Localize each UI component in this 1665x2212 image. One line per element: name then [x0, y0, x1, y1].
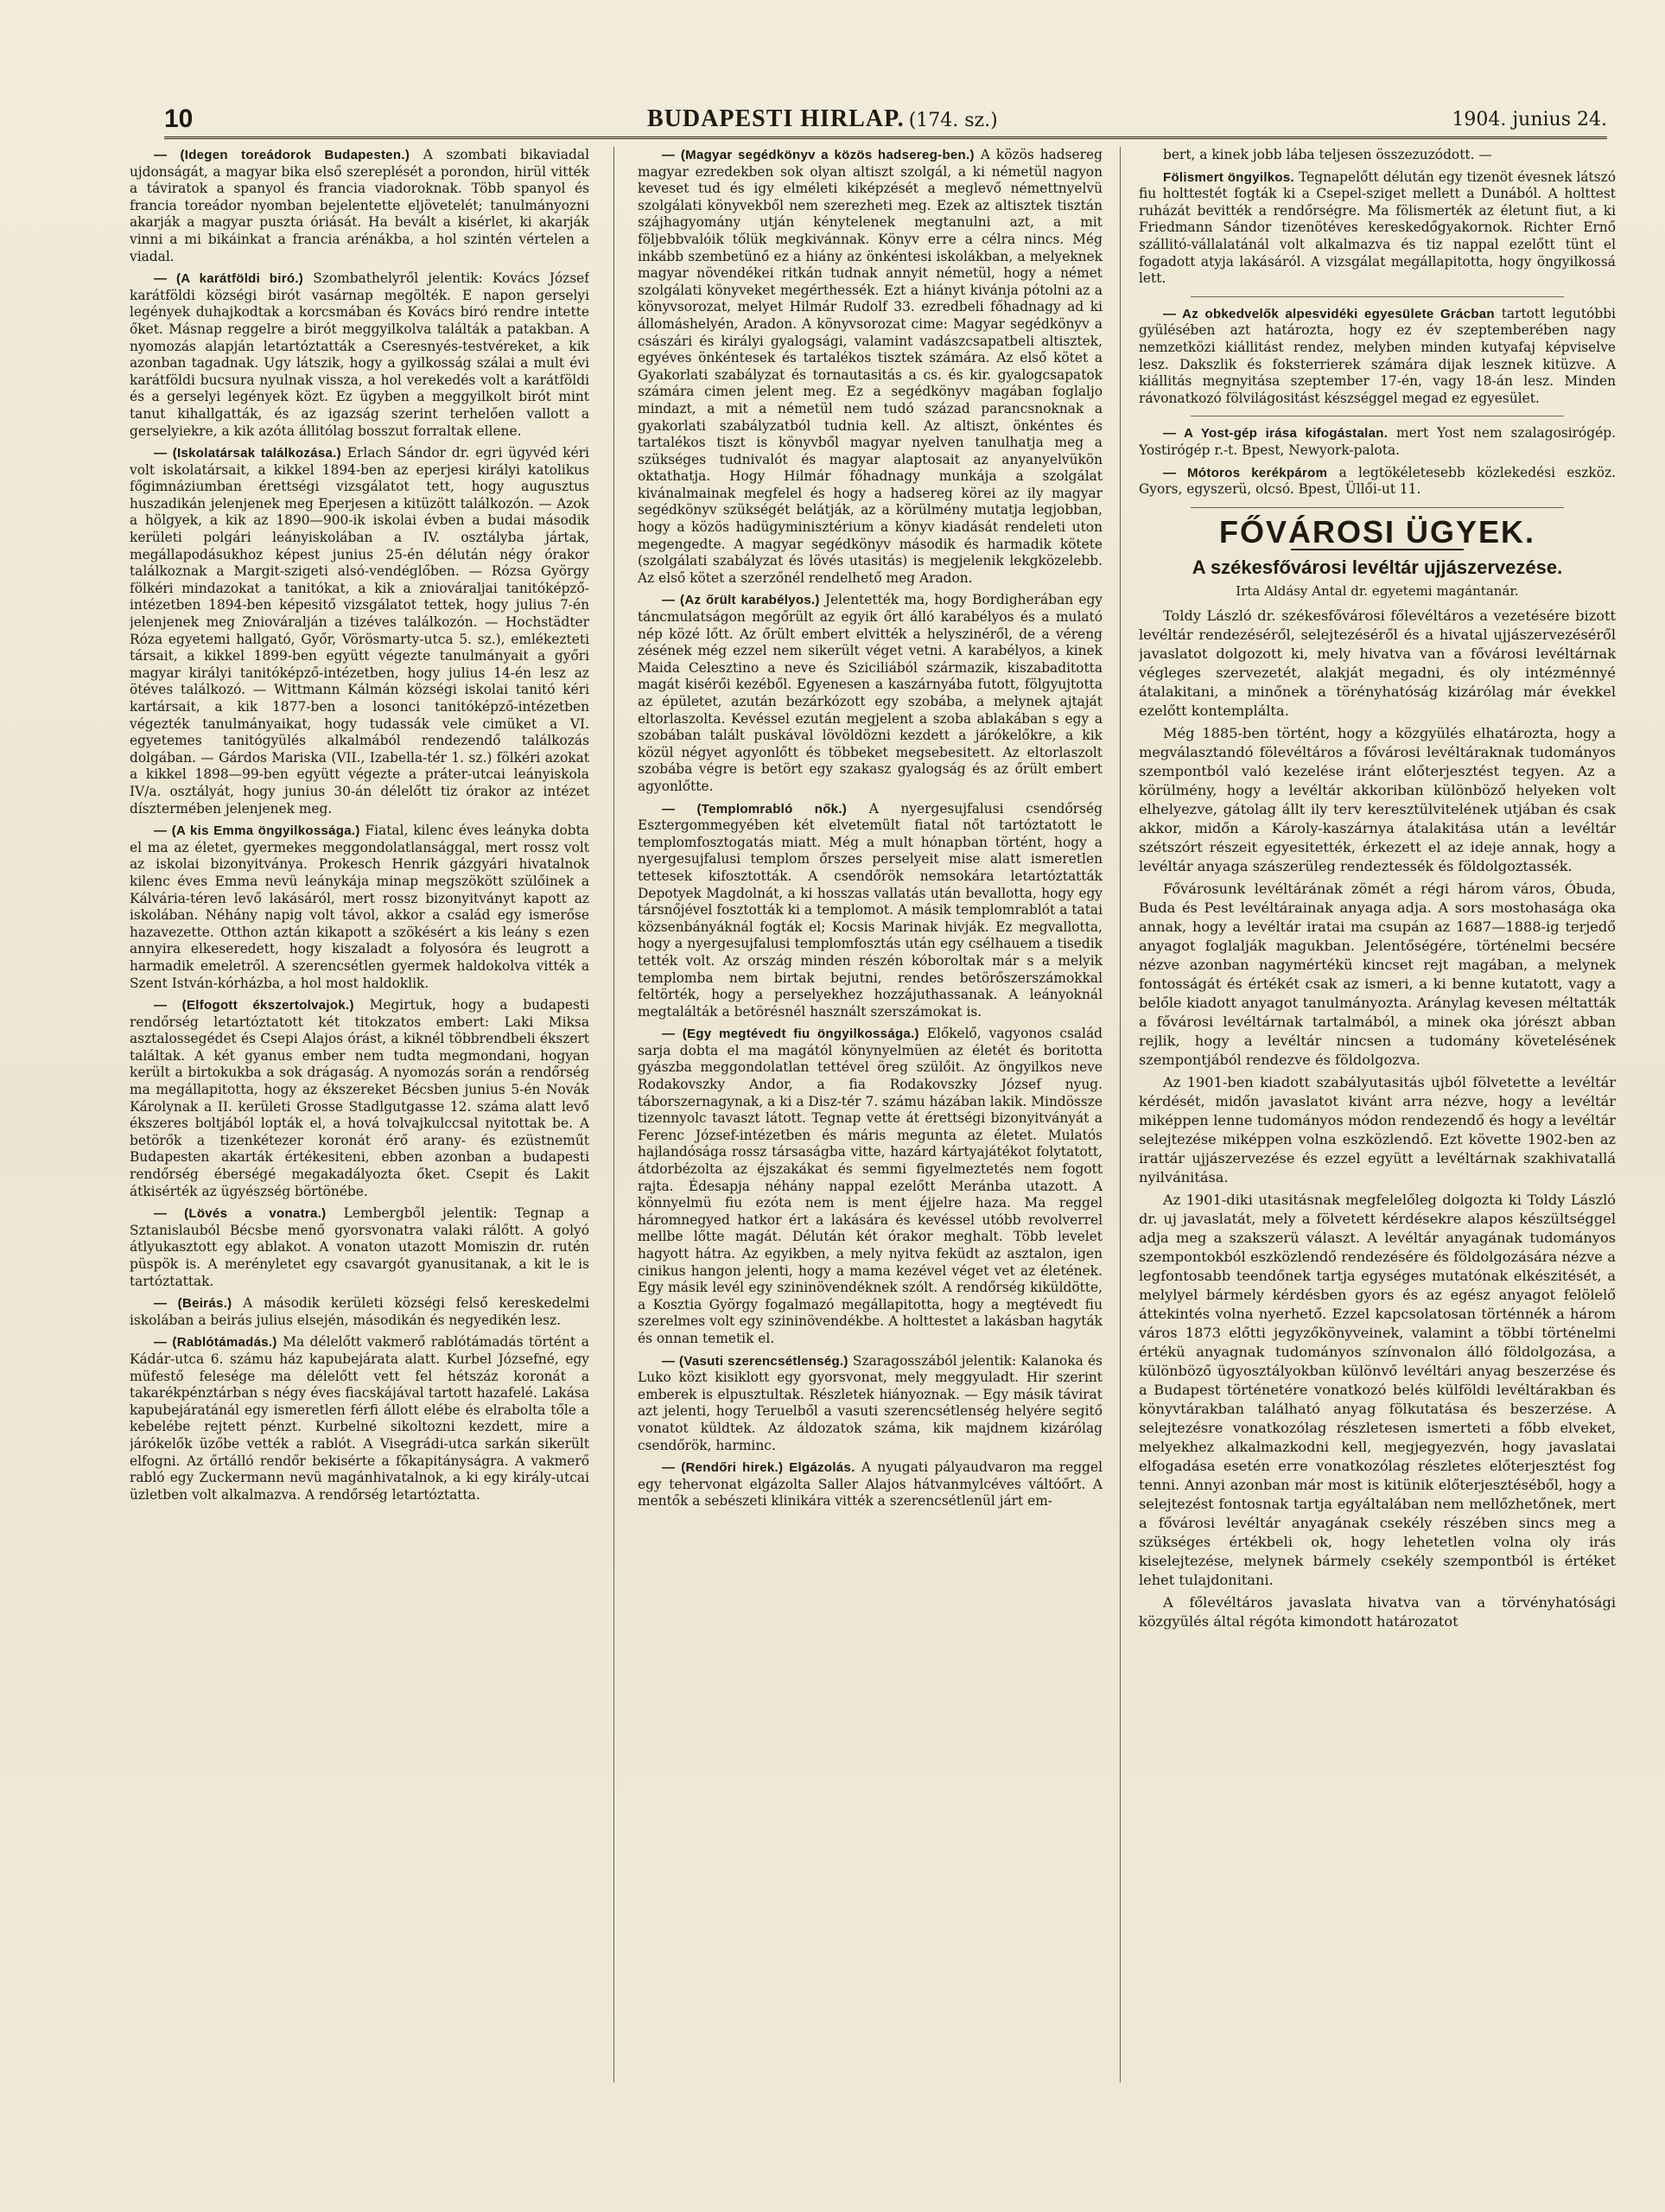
article-paragraph: Az 1901-diki utasitásnak megfelelőleg dolgozta ki Toldy László dr. uj javaslatát, mely a fölvetett kérdésekre alapos készültséggel adja meg a szakszerü választ. A levéltár anyagának tudományos szempontokból eszközlendő rendezésére és földolgozására nézve a legfontosabb teendőnek tartja egységes mutatónak elkészitését, a melylyel bármely kérdésben gyors és az egész anyagot felölelő áttekintés volna nyerhető. Ezzel kapcsolatosan történnék a három város 1873 előtti jegyzőkönyveinek, valamint a többi történelmi értékü anyagnak tudományos színvonalon álló földolgozása, a különböző ügyosztályokban különvő levéltári anyag beszerzése és a Budapest történetére vonatkozó belés külföldi levéltárakban és könyvtárakban található anyag fölkutatása és beszerzése. A selejtezésre vonatkozólag részletesen ismerteti a főbb elveket, melyekhez alkalmazkodni kell, megjegyezvén, hogy javaslatai elfogadása esetén erre vonatkozólag részletes előterjesztést fog tenni. Annyi azonban már most is kitünik előterjesztéséből, hogy a selejtezést fontosnak tartja egyáltalában nem mellőzhetőnek, mert a fővárosi levéltár anyagának csekély részében sincs meg a szükséges értékbeli ok, hogy lehetetlen volna oly irás kiselejtezése, melynek bármely csekély szempontból is értéket lehet tulajdonitani.	[1139, 1192, 1616, 1589]
news-item-heading: — (Lövés a vonatra.)	[154, 1206, 327, 1222]
news-item	[1139, 425, 1616, 459]
article-paragraph: Fővárosunk levéltárának zömét a régi három város, Óbuda, Buda és Pest levéltárainak anyaga adja. A sors mostohasága oka annak, hogy a levéltár iratai ma csupán az 1687—1888-ig terjedő anyagot foglalják magukban. Jelentőségére, történelmi becsére nézve azonban nagymértékü kincset rejt magában, a melynek fontosságát és értékét csak az ismeri, a ki benne kutatott, vagy a belőle kiadott anyagot tanulmányozta. Aránylag kevesen méltatták a fővárosi levéltárnak tartalmából, a minek oka jórészt abban rejlik, hogy a levéltár nincsen a tudomány követelésének szempontjából rendezve és földolgozva.	[1139, 880, 1616, 1069]
news-item-heading: — (Templomrabló nők.)	[662, 801, 848, 817]
news-item-text: Szombathelyről jelentik: Kovács József karátföldi községi birót vasárnap megölték. E napon gerselyi legények duhajkodtak a korcsmában és Kovács biró rendre intette őket. Másnap reggelre a birót meggyilkolva találták a patakban. A nyomozás alapján letartóztatták a Cseresnyés-testvéreket, a kik azonban tagadnak. Ugy látszik, hogy a gyilkosság szálai a mult évi karátföldi bucsura nyulnak vissza, a hol verekedés volt a karátföldi és a gerselyi legények közt. Ez ügyben a meggyilkolt birót mint tanut kihallgatták, és az igazság szerint terhelően vallott a gerselyiekre, a kik azóta állitólag bosszut forraltak ellene.	[130, 270, 589, 439]
page-header	[164, 102, 1607, 139]
news-item-text: A nyugati pályaudvaron ma reggel egy tehervonat elgázolta Saller Alajos hátvanmylcéves váltóőrt. A mentők a sebészeti klinikára vitték a szerencsétlenül járt em-	[638, 1459, 1103, 1510]
article-paragraph: Még 1885-ben történt, hogy a közgyülés elhatározta, hogy a megválasztandó fölevéltáros a fővárosi levéltáraknak tudományos szempontból való kezelése iránt előterjesztést tegyen. Az a körülmény, hogy a levéltár akkoriban különböző helyeken volt elhelyezve, gátolag állt ily terv keresztülvitelének utjában és csak akkor, midőn a Károly-kaszárnya átalakitása után a levéltár szétszórt részeit egyesitették, érkezett el az ideje annak, hogy a levéltár anyaga szászerüleg rendeztessék és földolgoztassék.	[1139, 725, 1616, 875]
news-item-text: Lembergből jelentik: Tegnap a Sztanislauból Bécsbe menő gyorsvonatra valaki rálőtt. A golyó átlyukasztott egy ablakot. A vonaton utazott Momiszin dr. rutén püspök is. A merényletet egy csavargót gyanusitanak, a kit le is tartóztattak.	[130, 1205, 589, 1289]
news-item-text: Fiatal, kilenc éves leányka dobta el ma az életet, gyermekes meggondolatlansággal, mert rossz volt az iskolai bizonyitványa. Prokesch Henrik gázgyári hivatalnok kilenc éves Emma nevü leánykája minap megszökött szülőinek a Kálvária-téren levő lakásáról, mert rossz bizonyitványt kapott az iskolában. Néhány napig volt távol, akkor a család egy ismerőse hazavezette. Otthon aztán kikapott a szökésért a kis leány s ezen annyira elkeseredett, hogy kiszaladt a folyosóra és leugrott a harmadik emeletről. A szerencsétlen gyermek haldokolva vitték a Szent István-kórházba, a hol most haldoklik.	[130, 823, 589, 991]
news-item-heading: — (Idegen toreádorok Budapesten.)	[154, 148, 410, 162]
news-item-text: A nyergesujfalusi csendőrség Esztergommegyében két elvetemült fiatal nőt tartóztatott le templomfosztogatás miatt. Még a mult hónapban történt, hogy a nyergesujfalusi templom őrszes perselyeit mise alatt ismeretlen tettesek kifosztották. A csendőrök nemsokára letartóztatták Depotyek Magdolnát, a ki hosszas vallatás után bevallotta, hogy egy társnőjével fosztották ki a templomot. A másik templomrablót a tatai közsenbányáknál fogták el; Kocsis Marinak hivják. Ez megvallotta, hogy a nyergesujfalusi templomfosztás után egy csélhauem a tisedik tették volt. Az ország minden részén kóboroltak már s a melyik templomba nem birtak bejutni, rendes betörőszerszámokkal feltörték, hogy a perselyekhez hozzájuthassanak. A leányoknál megtalálták a betörésnél használt szerszámokat is.	[638, 800, 1103, 1020]
news-item-heading: — (Rendőri hirek.) Elgázolás.	[662, 1460, 855, 1476]
news-item-text: bert, a kinek jobb lába teljesen összezuzódott. —	[1163, 147, 1492, 162]
news-item-text: Megirtuk, hogy a budapesti rendőrség letartóztatott két titokzatos embert: Laki Miksa asztalossegédet és Csepi Alajos órást, a kiknél többrendbeli ékszert találtak. A két gyanus ember nem tudta megmondani, hogyan került a birtokukba a sok drágaság. A nyomozás során a rendőrség ma megállapitotta, hogy az ékszereket Bécsben junius 5-én Novák Károlynak a II. kerületi Grosse Stadlgutgasse 12. száma alatt levő ékszeres boltjából lopták el, a hová tolvajkulccsal nyitottak be. A betörők a tizenkétezer koronát érő arany- és ezüstneműt Budapesten akarták értékesiteni, ebben azonban a budapesti rendőrség éberségé megakadályozta őket. Csepit és Lakit átkisérték az ügyészség börtönébe.	[130, 997, 589, 1199]
news-item-text: Szaragosszából jelentik: Kalanoka és Luko közt kisiklott egy gyorsvonat, mely meggyuladt. Hir szerint emberek is elpusztultak. Részletek hiányoznak. — Egy másik távirat azt jelenti, hogy Teruelből a vasuti szerencsétlenség helyére segitő vonatot küldtek. Az áldozatok száma, kik majdnem kizárólag csendőrök, harminc.	[638, 1352, 1103, 1453]
news-item-heading: — (Vasuti szerencsétlenség.)	[662, 1353, 848, 1369]
newspaper-title: BUDAPESTI HIRLAP.	[647, 105, 905, 132]
news-item	[638, 1459, 1103, 1510]
news-item	[638, 1353, 1103, 1455]
news-item	[1139, 169, 1616, 288]
separator-rule	[1191, 296, 1564, 297]
news-item-heading: — (Egy megtévedt fiu öngyilkossága.)	[662, 1027, 919, 1042]
news-item	[638, 592, 1103, 795]
article-paragraph: Toldy László dr. székesfővárosi főlevéltáros a vezetésére bizott levéltár rendezéséről, selejtezéséről és a hivatal ujjászervezéséről javaslatot dolgozott ki, mely hivatva van a fővárosi levéltárnak végleges szervezetét, alakját megadni, és oly intézménnyé átalakitani, a minőnek a törényhatóság kizárólag már évekkel ezelőtt kontemplálta.	[1139, 607, 1616, 720]
news-item-heading: — (Magyar segédkönyv a közös hadsereg-ben.)	[662, 148, 975, 162]
news-item-text: tartott legutóbbi gyülésében azt határozta, hogy ez év szeptemberében nagy nemzetközi kiállitást rendez, melyben minden kutyafaj képviselve lesz. Dakszlik és foksterrierek számára dijak lesznek kitüzve. A kiállitás megnyitása szeptember 17-én, vagy 18-án lesz. Minden rávonatkozó fölvilágositást készséggel megad ez egyesület.	[1139, 305, 1616, 406]
news-item-text: Előkelő, vagyonos család sarja dobta el ma magától könynyelmüen az életét és boritotta gyászba meggondolatlan tettével öreg szülőit. Az öngyilkos neve Rodakovszky Andor, a fia Rodakovszky József nyug. táborszernagynak, a ki a Disz-tér 7. számu házában lakik. Mindössze tizennyolc tavaszt látott. Tegnap vette át érettségi bizonyitványát a Ferenc József-intézetben és máris megunta az életet. Mulatós hajlandósága rossz társaságba vitte, hazárd kártyajátékot folytatott, átdorbézolta az éjszakákat és semmi figyelmeztetés nem fogott rajta. Édesapja néhány nappal ezelőtt Meránba utazott. A könnyelmü fiu ezóta nem is ment éjjelre haza. Ma reggel háromnegyed hatkor ért a lakására és kevéssel utóbb revolverrel mellbe lőtte magát. Délután két órakor meghalt. Több levelet hagyott hátra. Az egyikben, a mely nyitva feküdt az asztalon, igen cinikus hangon jelenti, hogy a mama kezével véget vet az életének. Egy másik levél egy szininövendéknek szólt. A rendőrség kiküldötte, a Kosztia György fogalmazó megállapitotta, hogy a megtévedt fiu szerelmes volt egy szininövendékbe. A holttestet a lakásban hagyták és onnan temetik el.	[638, 1026, 1103, 1346]
news-item	[130, 1205, 589, 1290]
news-item-heading: — (Az őrült karabélyos.)	[662, 593, 820, 608]
news-item-text: Ma délelőtt vakmerő rablótámadás történt a Kádár-utca 6. számu ház kapubejárata alatt. Kurbel Józsefné, egy müfestő felesége ma délelőtt vett fel hétszáz koronát a takarékpénztárban s négy éves fiacskájával tartott hazafelé. Lakása kapubejáratánál egy ismeretlen férfi állott elébe és elrabolta tőle a kebelébe rejtett pénzt. Kurbelné sikoltozni kezdett, mire a járókelők üzőbe vették a rablót. A Visegrádi-utca sarkán sikerült elfogni. Az őrtálló rendőr bekisérte a főkapitányságra. A vakmerő rabló egy Zuckermann nevü magánhivatalnok, a ki egy király-utcai üzletben volt alkalmazva. A rendőrség letartóztatta.	[130, 1334, 589, 1503]
news-item-heading: — (A karátföldi biró.)	[154, 271, 304, 287]
article-title: A székesfővárosi levéltár ujjászervezése.	[1192, 556, 1563, 579]
article-byline: Irta Aldásy Antal dr. egyetemi magántanár.	[1236, 582, 1519, 599]
column-3	[1139, 147, 1616, 2091]
columns	[130, 147, 1616, 2091]
column-3-news	[1139, 147, 1616, 508]
column-2	[638, 147, 1103, 2091]
news-item	[1139, 147, 1616, 164]
news-item-text: A második kerületi községi felső kereskedelmi iskolában a beirás julius elsején, másodikán és negyedikén lesz.	[130, 1295, 589, 1328]
issue-date: 1904. junius 24.	[1452, 108, 1607, 130]
article-body	[1139, 607, 1616, 1631]
news-item-heading: — (Rablótámadás.)	[154, 1335, 277, 1351]
news-item-text: Jelentették ma, hogy Bordigherában egy táncmulatságon megőrült az egyik őrt álló karabélyos és a mulató nép közé lőtt. Az őrült embert elvitték a helyszinéről, de a véreng zésének még ezzel nem sikerült véget vetni. A karabélyos, a kinek Maida Celesztino a neve és Sziciliából származik, kiszabaditotta magát kisérői kezéből. Egyenesen a kaszárnyába futott, fölgyujtotta az épületet, azután bezárkózott egy szobába, a melynek ajtaját eltorlaszolta. Kevéssel ezután megjelent a szoba ablakában s egy a szobában talált puskával lövöldözni kezdett a járókelőkre, a kik közül négyet agyonlőtt és többeket megsebesitett. Az eltorlaszolt szobába végre is betört egy szakasz gyalogság és az őrült embert agyonlőtte.	[638, 592, 1103, 794]
news-item	[638, 1026, 1103, 1347]
news-item-heading: — Mótoros kerékpárom	[1163, 465, 1328, 480]
news-item-heading: — (Beirás.)	[154, 1296, 232, 1312]
news-item-text: A szombati bikaviadal ujdonságát, a magyar bika első szereplését a porondon, hirül vitték a táviratok a spanyol és francia viadoroknak. Több spanyol és francia toreádor nyomban bejelentette eljövetelét; tanulmányozni akarják a magyar puszta óriását. Ha bevált a kisérlet, ki akarják vinni a mi bikáinkat a francia arénákba, a hol szintén vértelen a viadal.	[130, 147, 589, 264]
news-item	[130, 1334, 589, 1503]
column-1	[130, 147, 589, 2091]
news-item	[638, 147, 1103, 587]
news-item-text: a legtökéletesebb közlekedési eszköz. Gyors, egyszerü, olcsó. Bpest, Üllői-ut 11.	[1139, 464, 1616, 498]
news-item-text: mert Yost nem szalagosirógép. Yostirógép r.-t. Bpest, Newyork-palota.	[1139, 425, 1616, 458]
section-title: FŐVÁROSI ÜGYEK.	[1218, 513, 1536, 550]
news-item-heading: — (Iskolatársak találkozása.)	[154, 446, 341, 461]
news-item	[1139, 465, 1616, 499]
news-item-heading: Fölismert öngyilkos.	[1163, 169, 1295, 185]
news-item	[638, 801, 1103, 1021]
news-item-heading: — A Yost-gép irása kifogástalan.	[1163, 426, 1389, 442]
page-number: 10	[164, 105, 194, 133]
news-item	[130, 147, 589, 265]
city-affairs-section	[1139, 513, 1616, 1632]
news-item-text: A közös hadsereg magyar ezredekben sok olyan altiszt szolgál, a ki németül nagyon keveset tud és igy elméleti kiképzését a meglevő némettnyelvü szolgálati könyvekből nem szerezheti meg. Ezek az altisztek tisztán szájhagyomány utján kénytelenek megtanulni azt, a mit följebbvalóik tőlük megkivánnak. Könyv erre a célra nincs. Még inkább szembetünő ez a hiány az önkéntesi iskolákban, a melyeknek magyar növendékei ritkán tudnak annyit németül, hogy a német szolgálati könyveket megérthessék. Ezt a hiányt kivánja pótolni az a könyvsorozat, melyet Hilmár Rudolf 33. ezredbeli főhadnagy ad ki állomáshelyén, Aradon. A könyvsorozat cime: Magyar segédkönyv a császári és királyi gyalogsági, valamint vadászcsapatbeli altisztek, egyéves önkéntesek és tartalékos tisztek számára. Az első kötet a Gyakorlati szabályzat és tornautasitás a cs. és kir. gyalogcsapatok számára cimen jelent meg. Ez a segédkönyv magában foglaljo mindazt, a mit a németül nem tudó század parancsnoknak a gyakorlati szabályzatból tudnia kell. Az altiszt, önkéntes és tartalékos tiszt is könyvből magyar nyelven tanulhatja meg a szükséges tudnivalót és magyar alaptosait az anyanyelvükön oktathatja. Hogy Hilmár főhadnagy munkája a szolgálat kivánalmainak megfelel és hogy a hadsereg körei az ily magyar segédkönyv szükségét belátják, az a körülmény mutatja legjobban, hogy a közös hadügyminisztérium a könyv kiadását rendeleti uton megengedte. A magyar segédkönyv második és harmadik kötete (szolgálati szabályzat és lövés utasitás) is megjelenik lekgközelebb. Az első kötet a szerzőnél rendelhető meg Aradon.	[638, 147, 1103, 586]
news-item-heading: — (Elfogott ékszertolvajok.)	[154, 998, 354, 1014]
news-item-text: Tegnapelőtt délután egy tizenöt évesnek látszó fiu holttestét fogták ki a Csepel-sziget mellett a Dunából. A holttest ruházát bevitték a rendőrségre. Ma fölismerték az életunt fiut, a ki Friedmann Sándor tizenötéves kereskedőgyakornok. Richter Ernő szállitó-vállalatánál volt alkalmazva és tiz nappal ezelőtt tünt el fogadott atyja lakásáról. A vizsgálat megállapitotta, hogy öngyilkossá lett.	[1139, 168, 1616, 287]
news-item	[130, 997, 589, 1200]
news-item-text: Erlach Sándor dr. egri ügyvéd kéri volt iskolatársait, a kikkel 1894-ben az eperjesi királyi katolikus főgimnáziumban érettségi vizsgálatot tett, hogy augusztus huszadikán jelenjenek meg Eperjesen a kitüzött találkozón. — Azok a hölgyek, a kik az 1890—900-ik iskolai évben a budai második kerületi polgári leányiskolában a IV. osztályba jártak, megállapodásukhoz képest junius 25-én délután négy órakor találkoznak a Margit-szigeti alsó-vendéglőben. — Rózsa György fölkéri mindazokat a tanitókat, a kik a zniováraljai tanitóképző-intézetben 1894-ben képesitő vizsgálatot tettek, hogy julius 7-én jelenjenek meg Zniováralján a tizéves találkozón. — Hochstädter Róza egyetemi hallgató, Győr, Vörösmarty-utca 5. sz.), emlékezteti társait, a kikkel 1899-ben együtt végezte tanulmányait a győri magyar királyi tanitóképző-intézetben, hogy julius 14-én lesz az ötéves találkozó. — Wittmann Kálmán községi iskolai tanitó kéri kartársait, a kik 1877-ben a losonci tanitóképző-intézetben végezték tanulmányaikat, hogy tudassák vele cimüket a VI. egyetemes tanitógyülés alkalmából rendezendő találkozás dolgában. — Gárdos Mariska (VII., Izabella-tér 1. sz.) fölkéri azokat a kikkel 1898—99-ben együtt végezte a práter-utcai leányiskola IV/a. osztályát, hogy junius 30-án délelőtt tiz órakor az intézet dísztermében jelenjenek meg.	[130, 445, 589, 817]
article-paragraph: A főlevéltáros javaslata hivatva van a törvényhatósági közgyülés által régóta kimondott határozatot	[1139, 1594, 1616, 1630]
news-item	[1139, 306, 1616, 408]
article-paragraph: Az 1901-ben kiadott szabályutasitás ujból fölvetette a levéltár kérdését, midőn javaslatot kivánt arra nézve, hogy a levéltár miképpen lenne tudományos módon rendezendő és hogy a levéltár selejtezése miképpen volna eszközlendő. Ezt követte 1902-ben az irattár ujjászervezése és ezzel együtt a levéltárnak szakhivatallá nyilvánitása.	[1139, 1074, 1616, 1186]
separator-rule	[1191, 507, 1564, 508]
masthead	[647, 105, 998, 133]
news-item	[130, 445, 589, 817]
news-item-heading: — (A kis Emma öngyilkossága.)	[154, 823, 360, 839]
news-item	[130, 270, 589, 440]
news-item-heading: — Az obkedvelők alpesvidéki egyesülete Grácban	[1163, 306, 1495, 321]
news-item	[130, 1295, 589, 1329]
issue-number: (174. sz.)	[908, 110, 998, 131]
news-item	[130, 823, 589, 992]
